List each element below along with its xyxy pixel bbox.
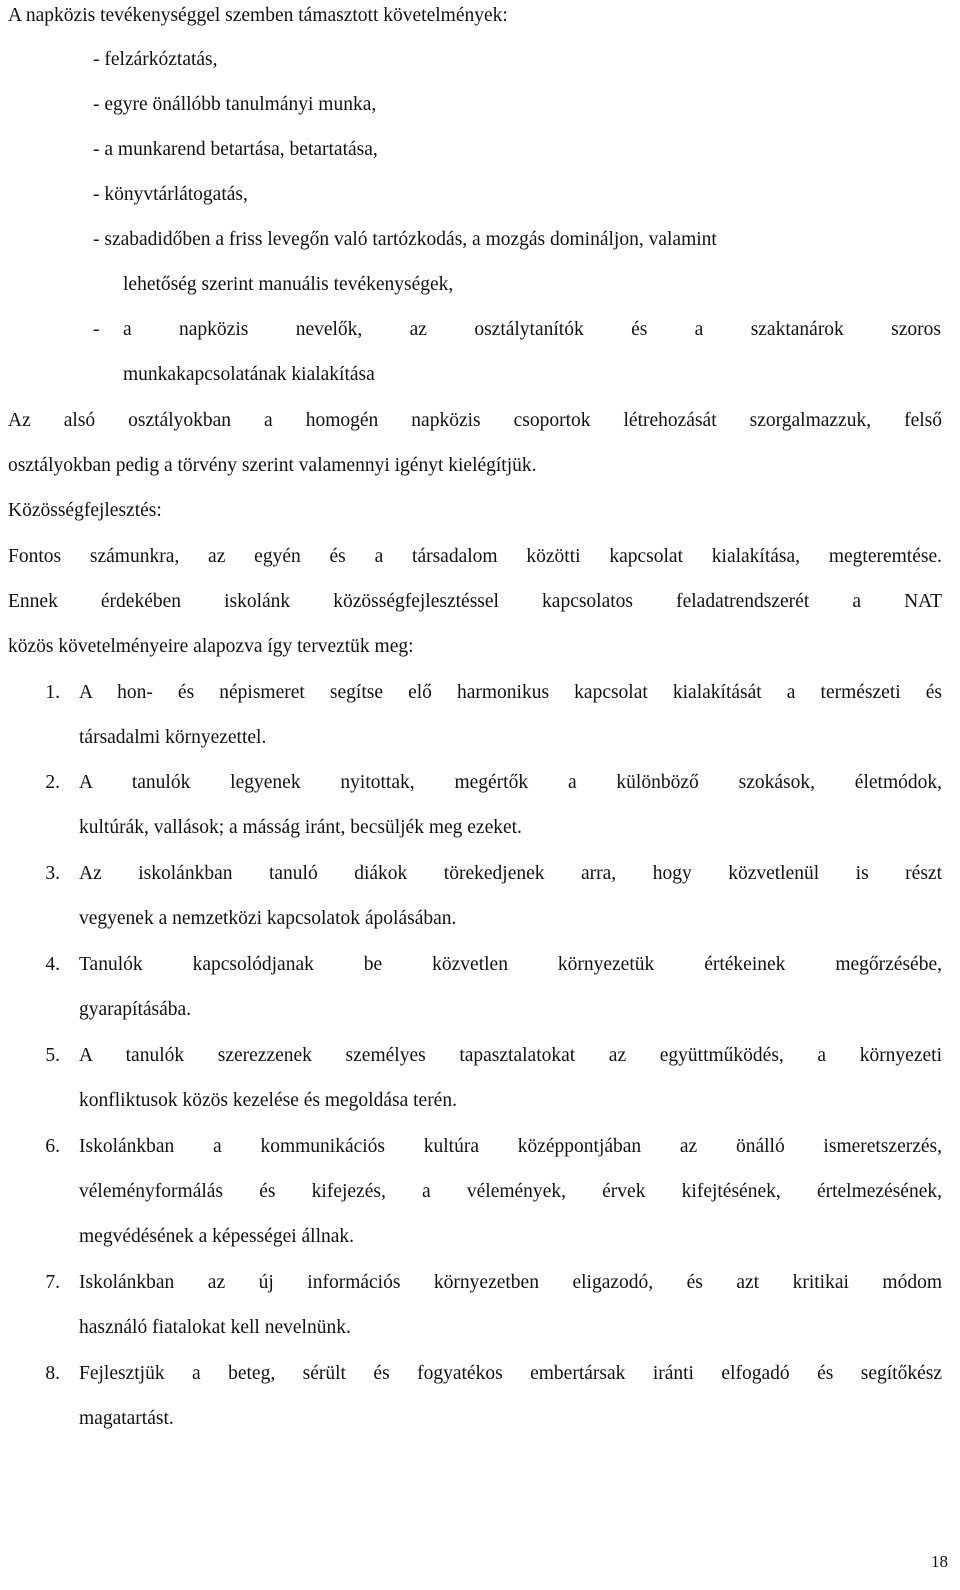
paragraph-line: Az alsó osztályokban a homogén napközis csoportok létrehozását szorgalmazzuk, felső xyxy=(8,410,942,431)
goal-line: kultúrák, vallások; a másság iránt, becsüljék meg ezeket. xyxy=(79,817,522,838)
paragraph-line: Ennek érdekében iskolánk közösségfejlesztéssel kapcsolatos feladatrendszerét a NAT xyxy=(8,591,942,612)
goal-number: 7. xyxy=(45,1272,60,1293)
goal-number: 2. xyxy=(45,772,60,793)
list-item: - felzárkóztatás, xyxy=(93,49,218,70)
goal-line: A hon- és népismeret segítse elő harmonikus kapcsolat kialakítását a természeti és xyxy=(79,682,942,703)
list-item: - a munkarend betartása, betartatása, xyxy=(93,139,378,160)
goal-line: Az iskolánkban tanuló diákok törekedjenek arra, hogy közvetlenül is részt xyxy=(79,863,942,884)
goal-line: A tanulók legyenek nyitottak, megértők a különböző szokások, életmódok, xyxy=(79,772,942,793)
goal-number: 1. xyxy=(45,682,60,703)
list-item: - a napközis nevelők, az osztálytanítók és a szaktanárok szoros xyxy=(93,319,941,340)
goal-line: A tanulók szerezzenek személyes tapasztalatokat az együttműködés, a környezeti xyxy=(79,1045,942,1066)
list-item: - egyre önállóbb tanulmányi munka, xyxy=(93,94,377,115)
goal-line: konfliktusok közös kezelése és megoldása terén. xyxy=(79,1090,457,1111)
goal-number: 5. xyxy=(45,1045,60,1066)
goal-number: 3. xyxy=(45,863,60,884)
subheading: Közösségfejlesztés: xyxy=(8,500,162,521)
goal-line: Tanulók kapcsolódjanak be közvetlen környezetük értékeinek megőrzésébe, xyxy=(79,954,942,975)
goal-number: 4. xyxy=(45,954,60,975)
goal-line: Iskolánkban a kommunikációs kultúra középpontjában az önálló ismeretszerzés, xyxy=(79,1136,942,1157)
goal-line: véleményformálás és kifejezés, a vélemények, érvek kifejtésének, értelmezésének, xyxy=(79,1181,942,1202)
goal-line: Fejlesztjük a beteg, sérült és fogyatékos embertársak iránti elfogadó és segítőkész xyxy=(79,1363,942,1384)
list-item: - szabadidőben a friss levegőn való tartózkodás, a mozgás domináljon, valamint xyxy=(93,229,717,250)
goal-number: 8. xyxy=(45,1363,60,1384)
goal-line: megvédésének a képességei állnak. xyxy=(79,1226,355,1247)
paragraph-line: Fontos számunkra, az egyén és a társadalom közötti kapcsolat kialakítása, megteremtése. xyxy=(8,546,942,567)
goal-line: használó fiatalokat kell nevelnünk. xyxy=(79,1317,351,1338)
page-number: 18 xyxy=(931,1552,948,1571)
list-item: - könyvtárlátogatás, xyxy=(93,184,248,205)
goal-line: Iskolánkban az új információs környezetben eligazodó, és azt kritikai módom xyxy=(79,1272,942,1293)
goal-line: gyarapításába. xyxy=(79,999,192,1020)
paragraph-line: közös követelményeire alapozva így terveztük meg: xyxy=(8,636,414,657)
list-item-continuation: munkakapcsolatának kialakítása xyxy=(123,364,375,385)
goal-line: társadalmi környezettel. xyxy=(79,727,267,748)
list-item-continuation: lehetőség szerint manuális tevékenységek, xyxy=(123,274,454,295)
goal-line: magatartást. xyxy=(79,1408,174,1429)
goal-line: vegyenek a nemzetközi kapcsolatok ápolásában. xyxy=(79,908,457,929)
section-heading: A napközis tevékenységgel szemben támasztott követelmények: xyxy=(8,5,508,26)
goal-number: 6. xyxy=(45,1136,60,1157)
paragraph-line: osztályokban pedig a törvény szerint valamennyi igényt kielégítjük. xyxy=(8,455,537,476)
